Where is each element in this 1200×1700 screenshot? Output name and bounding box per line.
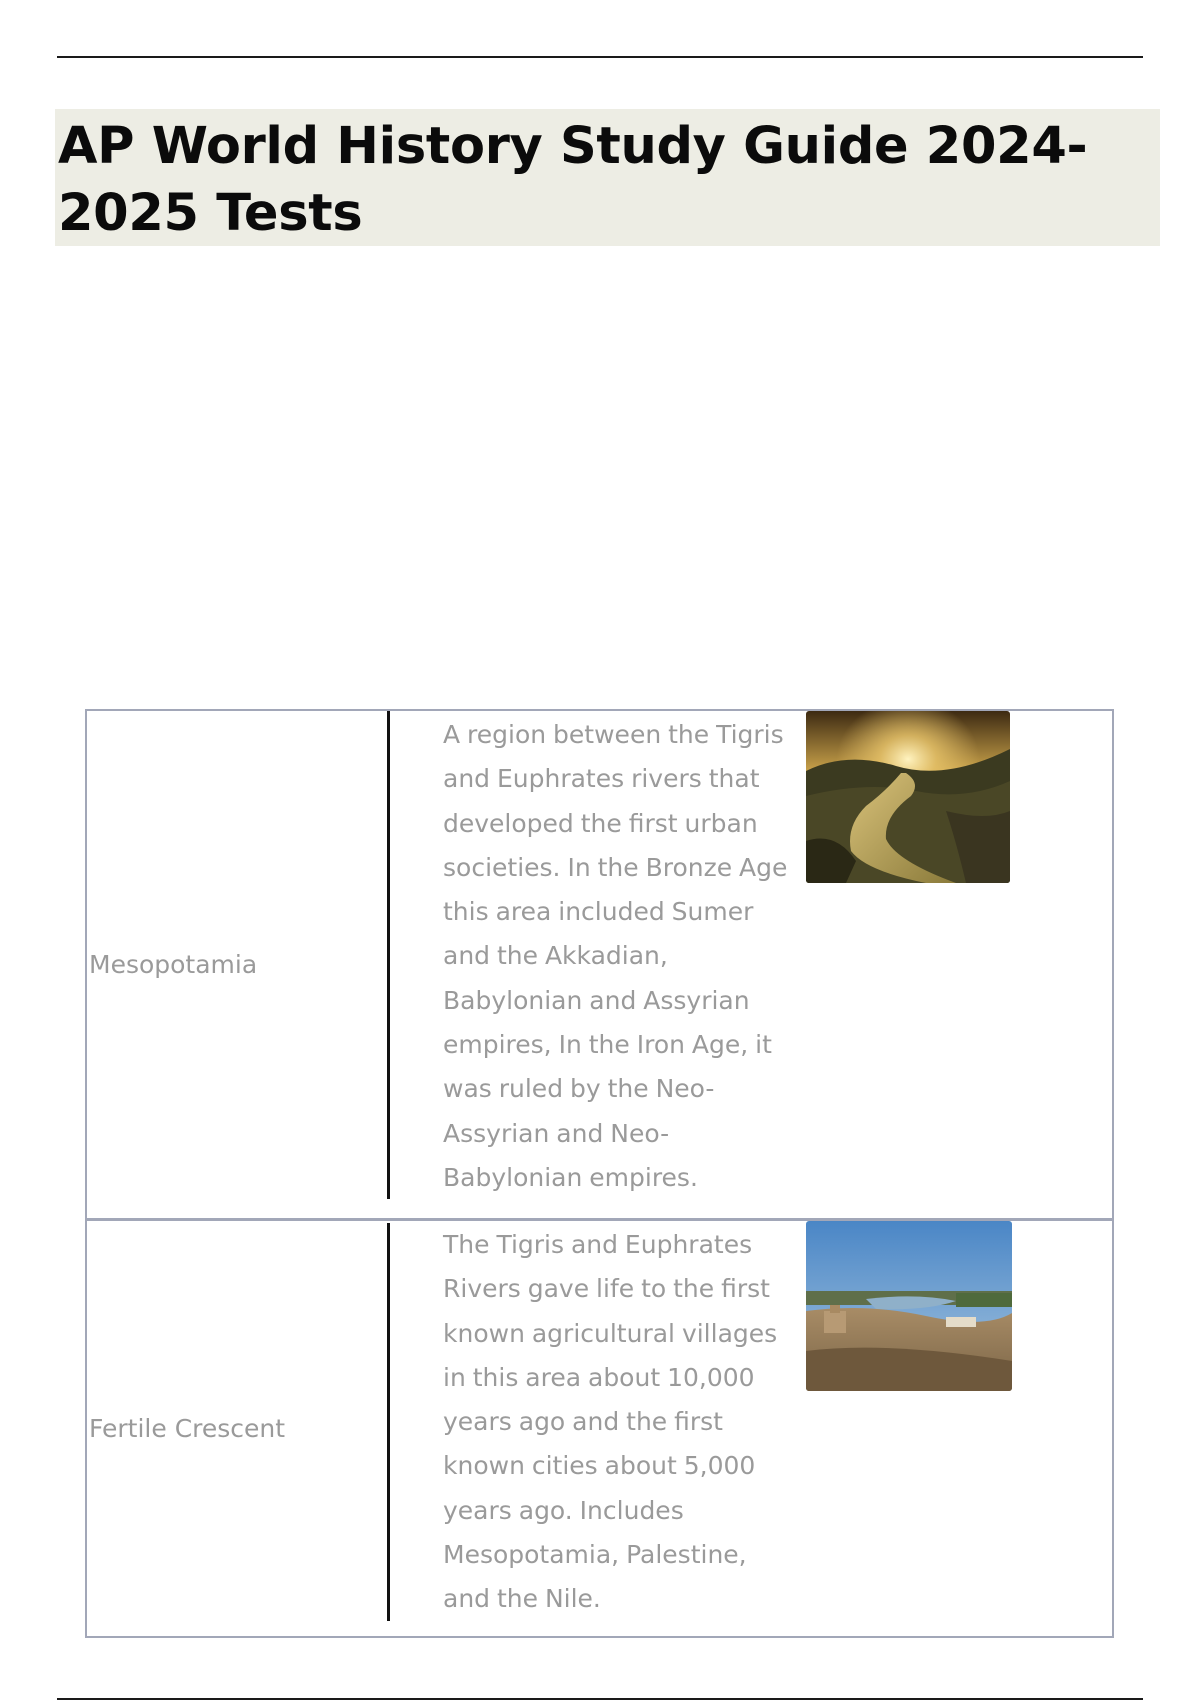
top-rule (57, 56, 1143, 58)
definition-cell: A region between the Tigris and Euphrates rivers that developed the first urban societies. In the Bronze Age this area included Sumer and the Akkadian, Babylonian and Assyrian empires, In the Iron Age, it was ruled by the Neo-Assyrian and Neo-Babylonian empires. (443, 720, 788, 1192)
document-title: AP World History Study Guide 2024-2025 Tests (58, 117, 1088, 243)
term-cell: Fertile Crescent (89, 1414, 286, 1443)
definition-cell: The Tigris and Euphrates Rivers gave life to the first known agricultural villages in this area about 10,000 years ago and the first known cities about 5,000 years ago. Includes Mesopotamia, Palestine, and the Nile. (443, 1230, 778, 1614)
river-ruins-landscape-photo (806, 1221, 1012, 1391)
term-cell: Mesopotamia (89, 950, 258, 979)
river-valley-sunset-photo (806, 711, 1010, 883)
title-band (55, 109, 1160, 246)
table-row (87, 711, 1112, 1218)
column-divider (387, 711, 390, 1199)
table-row (87, 1218, 1112, 1636)
flashcard-table (85, 709, 1114, 1638)
column-divider (387, 1223, 390, 1621)
